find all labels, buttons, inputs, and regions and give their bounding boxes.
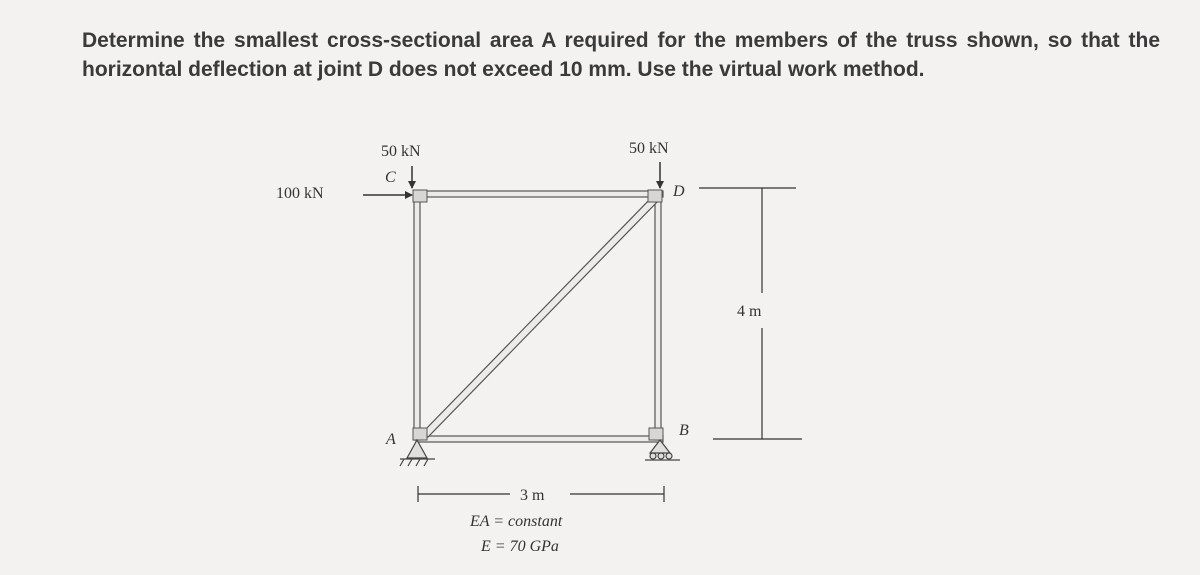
width-label: 3 m [520,487,545,504]
joint-c-plate [413,190,427,202]
joint-label-c: C [385,169,396,186]
height-label: 4 m [737,303,762,320]
member-bd [655,193,661,440]
pin-support-a [400,440,435,466]
joint-a-plate [413,428,427,440]
load-label-left: 50 kN [381,143,421,160]
problem-statement: Determine the smallest cross-sectional area A required for the members of the truss shown, so that the horizontal deflection at joint D does not exceed 10 mm. Use the virtual work method. [82,29,1160,81]
member-ab [416,436,663,442]
load-label-right: 50 kN [629,140,669,157]
ea-label: EA = constant [470,513,563,530]
member-ad [423,194,660,437]
load-label-horizontal: 100 kN [276,185,324,202]
joint-label-d: D [673,183,685,200]
modulus-label: E = 70 GPa [481,538,559,555]
joint-label-b: B [679,422,689,439]
joint-d-plate [648,190,662,202]
member-ac [414,193,420,440]
truss-members [414,191,663,442]
joint-label-a: A [386,431,396,448]
joint-b-plate [649,428,663,440]
roller-support-b [645,440,680,460]
member-cd [416,191,663,197]
